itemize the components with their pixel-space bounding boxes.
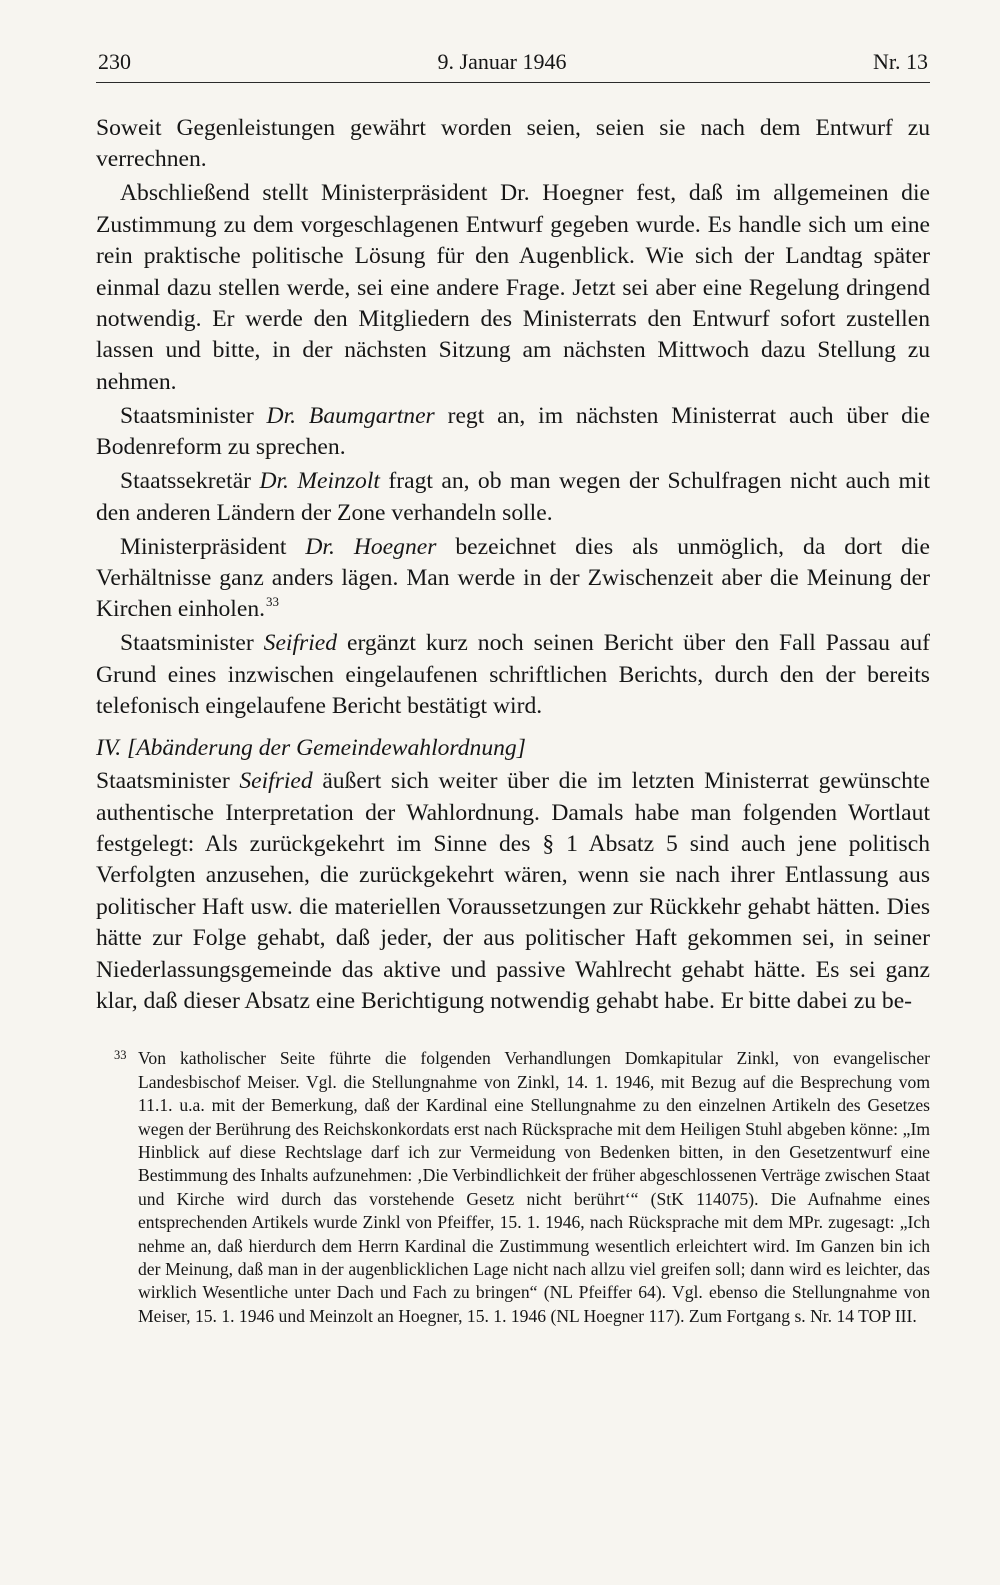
- running-header: [96, 48, 930, 83]
- footnote-number: 33: [114, 1048, 127, 1063]
- speaker-role: Staatsminister: [120, 630, 264, 657]
- speaker-role: Ministerpräsident: [120, 533, 306, 560]
- footnote-section: [96, 1047, 930, 1328]
- header-date: 9. Januar 1946: [437, 49, 567, 74]
- paragraph: [96, 532, 930, 626]
- paragraph-text: äußert sich weiter über die im letzten Ministerrat gewünschte authentische Interpretation der Wahlordnung. Damals habe man folgenden Wortlaut festgelegt: Als zurückgekehrt im Sinne des § 1 Absatz 5 sind auch jene politisch Verfolgten anzusehen, die zurückgekehrt wären, wenn sie nach ihrer Entlassung aus politischer Haft usw. die materiellen Voraussetzungen zur Rückkehr gehabt hätten. Dies hätte zur Folge gehabt, daß jeder, der aus politischer Haft gekommen sei, in seiner Niederlassungsgemeinde das aktive und passive Wahlrecht gehabt hätte. Es sei ganz klar, daß dieser Absatz eine Berichtigung notwendig gehabt habe. Er bitte dabei zu be-: [96, 768, 930, 1014]
- page-number: 230: [98, 49, 131, 74]
- speaker-role: Staatssekretär: [120, 468, 260, 495]
- footnote-text: Von katholischer Seite führte die folgenden Verhandlungen Domkapitular Zinkl, von evangelischer Landesbischof Meiser. Vgl. die Stellungnahme von Zinkl, 14. 1. 1946, mit Bezug auf die Besprechung vom 11.1. u.a. mit der Bemerkung, daß der Kardinal eine Stellungnahme zu den einzelnen Artikeln des Gesetzes wegen der Berührung des Reichskonkordats erst nach Rücksprache mit dem Heiligen Stuhl abgeben könne: „Im Hinblick auf diese Rechtslage darf ich zur Vermeidung von Bedenken bitten, in den Gesetzentwurf eine Bestimmung des Inhalts aufzunehmen: ‚Die Verbindlichkeit der früher abgeschlossenen Verträge zwischen Staat und Kirche wird durch das vorstehende Gesetz nicht berührt‘“ (StK 114075). Die Aufnahme eines entsprechenden Artikels wurde Zinkl von Pfeiffer, 15. 1. 1946, nach Rücksprache mit dem MPr. zugesagt: „Ich nehme an, daß hierdurch dem Herrn Kardinal die Zustimmung wesentlich erleichtert wird. Im Ganzen bin ich der Meinung, daß man in der augenblicklichen Lage nicht nach allzu viel greifen soll; dann wird es leichter, das wirklich Wesentliche unter Dach und Fach zu bringen“ (NL Pfeiffer 64). Vgl. ebenso die Stellungnahme von Meiser, 15. 1. 1946 und Meinzolt an Hoegner, 15. 1. 1946 (NL Hoegner 117). Zum Fortgang s. Nr. 14 TOP III.: [138, 1048, 930, 1326]
- speaker-name: Seifried: [239, 768, 313, 795]
- document-number: Nr. 13: [872, 49, 928, 74]
- main-text: [96, 113, 930, 1017]
- paragraph: [96, 628, 930, 722]
- paragraph: Abschließend stellt Ministerpräsident Dr. Hoegner fest, daß im allgemeinen die Zustimmung zu dem vorgeschlagenen Entwurf gegeben wurde. Es handle sich um eine rein praktische politische Lösung für den Augenblick. Wie sich der Landtag später einmal dazu stellen werde, sei eine andere Frage. Jetzt sei aber eine Regelung dringend notwendig. Er werde den Mitgliedern des Ministerrats den Entwurf sofort zustellen lassen und bitte, in der nächsten Sitzung am nächsten Mittwoch dazu Stellung zu nehmen.: [96, 180, 930, 395]
- paragraph: Soweit Gegenleistungen gewährt worden seien, seien sie nach dem Entwurf zu verrechnen.: [96, 115, 930, 173]
- speaker-role: Staatsminister: [120, 402, 267, 429]
- speaker-name: Dr. Hoegner: [305, 533, 437, 560]
- paragraph-text: bezeichnet dies als unmöglich, da dort die Verhältnisse ganz anders lägen. Man werde in der Zwischenzeit aber die Meinung der Kirchen einholen.: [96, 533, 931, 623]
- speaker-name: Dr. Meinzolt: [259, 468, 380, 495]
- paragraph: [96, 401, 930, 464]
- speaker-name: Dr. Baumgartner: [266, 402, 435, 429]
- footnote-reference[interactable]: 33: [266, 594, 280, 610]
- speaker-name: Seifried: [263, 630, 338, 657]
- paragraph-text: regt an, im nächsten Ministerrat auch über die Bodenreform zu sprechen.: [96, 402, 930, 461]
- section-heading: IV. [Abänderung der Gemeindewahlordnung]: [96, 734, 526, 761]
- paragraph: [96, 766, 930, 1017]
- paragraph-text: ergänzt kurz noch seinen Bericht über den Fall Passau auf Grund eines inzwischen eingelaufenen schriftlichen Berichts, durch den der bereits telefonisch eingelaufene Bericht bestätigt wird.: [96, 630, 931, 720]
- speaker-role: Staatsminister: [96, 768, 240, 795]
- paragraph: [96, 466, 930, 529]
- paragraph-text: fragt an, ob man wegen der Schulfragen nicht auch mit den anderen Ländern der Zone verhandeln solle.: [96, 468, 931, 526]
